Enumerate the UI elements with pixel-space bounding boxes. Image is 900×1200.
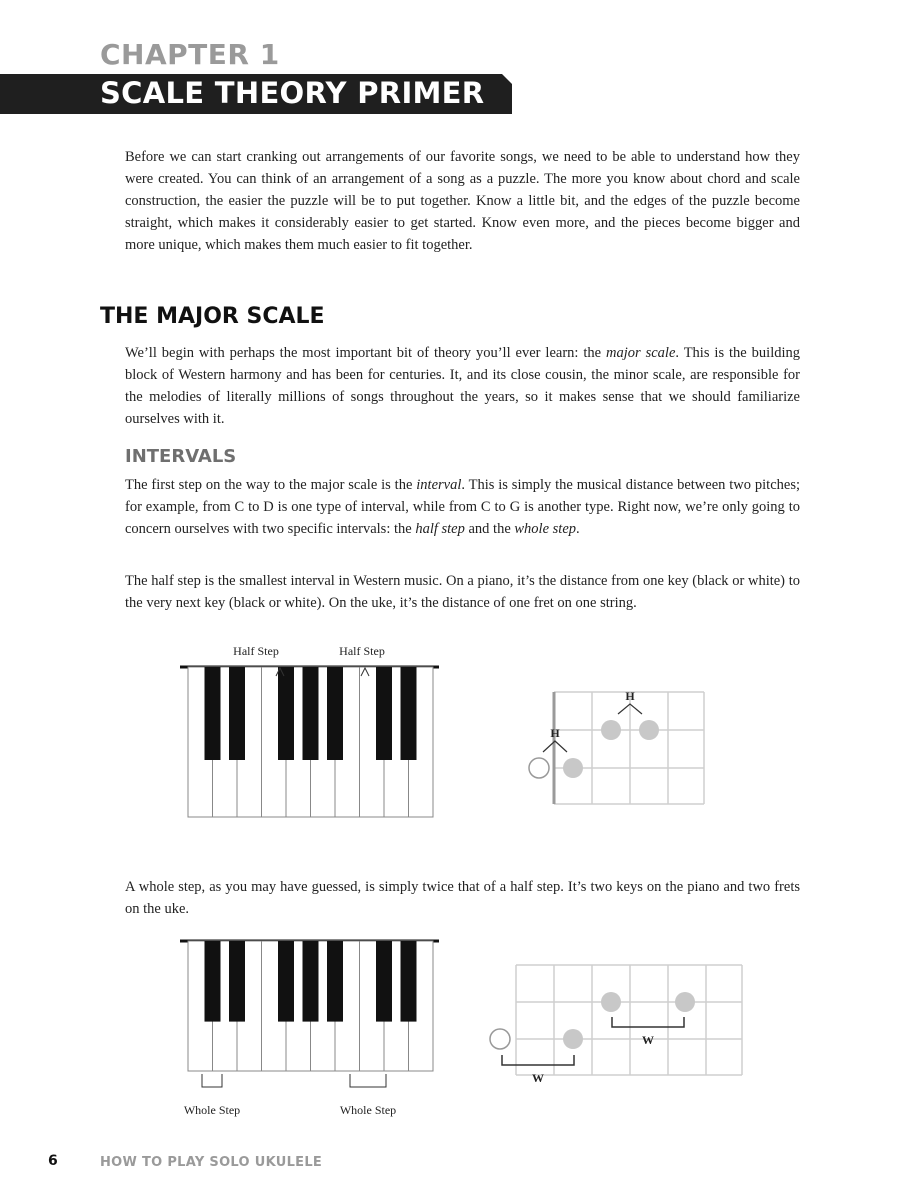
whole-step-bracket bbox=[350, 1074, 386, 1087]
whole-step-label: Whole Step bbox=[339, 1103, 397, 1117]
intro-paragraph: Before we can start cranking out arrangements of our favorite songs, we need to be able to understand how they were created. You can think of an arrangement of a song as a puzzle. The more you know about chord and scale construction, the easier the puzzle will be to put together. Know a little bit, and the edges of the puzzle become straight, which makes it considerably easier to get started. Know even more, and the pieces become bigger and more unique, which makes them much easier to fit together. bbox=[125, 149, 800, 253]
black-key bbox=[376, 667, 392, 760]
whole-step-label: Whole Step bbox=[183, 1103, 241, 1117]
major-scale-paragraph: We’ll begin with perhaps the most important bit of theory you’ll ever learn: the major scale. This is the building block of Western harmony and has been for centuries. It, and its close cousin, the minor scale, are responsible for the melodies of literally millions of songs throughout the years, so it makes sense that we should familiarize ourselves with it. bbox=[125, 345, 800, 427]
intervals-paragraph-2: The half step is the smallest interval in Western music. On a piano, it’s the distance from one key (black or white) to the very next key (black or white). On the uke, it’s the distance of one fret on one string. bbox=[125, 573, 800, 611]
fret-note bbox=[601, 992, 621, 1012]
black-key bbox=[205, 667, 221, 760]
black-key bbox=[303, 667, 319, 760]
black-key bbox=[376, 941, 392, 1022]
open-string-note bbox=[490, 1029, 510, 1049]
half-step-label: Half Step bbox=[339, 644, 385, 658]
open-string-note bbox=[529, 758, 549, 778]
black-key bbox=[278, 941, 294, 1022]
intervals-heading: INTERVALS bbox=[125, 446, 237, 467]
black-key bbox=[205, 941, 221, 1022]
chapter-number: CHAPTER 1 bbox=[100, 38, 280, 71]
fret-note bbox=[675, 992, 695, 1012]
half-step-fretboard-diagram bbox=[518, 680, 718, 810]
chapter-title: SCALE THEORY PRIMER bbox=[100, 76, 485, 110]
fret-note bbox=[639, 720, 659, 740]
fret-note bbox=[601, 720, 621, 740]
black-key bbox=[229, 667, 245, 760]
whole-step-fretboard-diagram bbox=[488, 955, 750, 1090]
whole-step-bracket bbox=[202, 1074, 222, 1087]
intervals-paragraph-3: A whole step, as you may have guessed, is simply twice that of a half step. It’s two keys on the piano and two frets on the uke. bbox=[125, 879, 800, 917]
black-key bbox=[327, 667, 343, 760]
black-key bbox=[401, 941, 417, 1022]
h-label: H bbox=[550, 726, 560, 740]
book-title: HOW TO PLAY SOLO UKULELE bbox=[100, 1155, 323, 1170]
page-number: 6 bbox=[48, 1153, 58, 1169]
h-label: H bbox=[625, 689, 635, 703]
fret-note bbox=[563, 758, 583, 778]
whole-step-piano-diagram bbox=[180, 934, 455, 1124]
fret-note bbox=[563, 1029, 583, 1049]
intervals-paragraph-1: The first step on the way to the major scale is the interval. This is simply the musical distance between two pitches; for example, from C to D is one type of interval, while from C to G is another type. Right now, we’re only going to concern ourselves with two specific intervals: the half step and the whole step. bbox=[125, 477, 800, 537]
fretboard-grid bbox=[516, 965, 742, 1075]
half-step-piano-diagram bbox=[180, 640, 455, 825]
major-scale-heading: THE MAJOR SCALE bbox=[100, 304, 325, 329]
whole-step-bracket bbox=[502, 1055, 574, 1065]
w-label: W bbox=[532, 1071, 544, 1085]
whole-step-bracket bbox=[612, 1017, 684, 1027]
black-key bbox=[327, 941, 343, 1022]
fretboard-grid bbox=[554, 692, 704, 804]
black-key bbox=[229, 941, 245, 1022]
black-key bbox=[278, 667, 294, 760]
black-key bbox=[303, 941, 319, 1022]
half-step-label: Half Step bbox=[233, 644, 279, 658]
black-key bbox=[401, 667, 417, 760]
w-label: W bbox=[642, 1033, 654, 1047]
